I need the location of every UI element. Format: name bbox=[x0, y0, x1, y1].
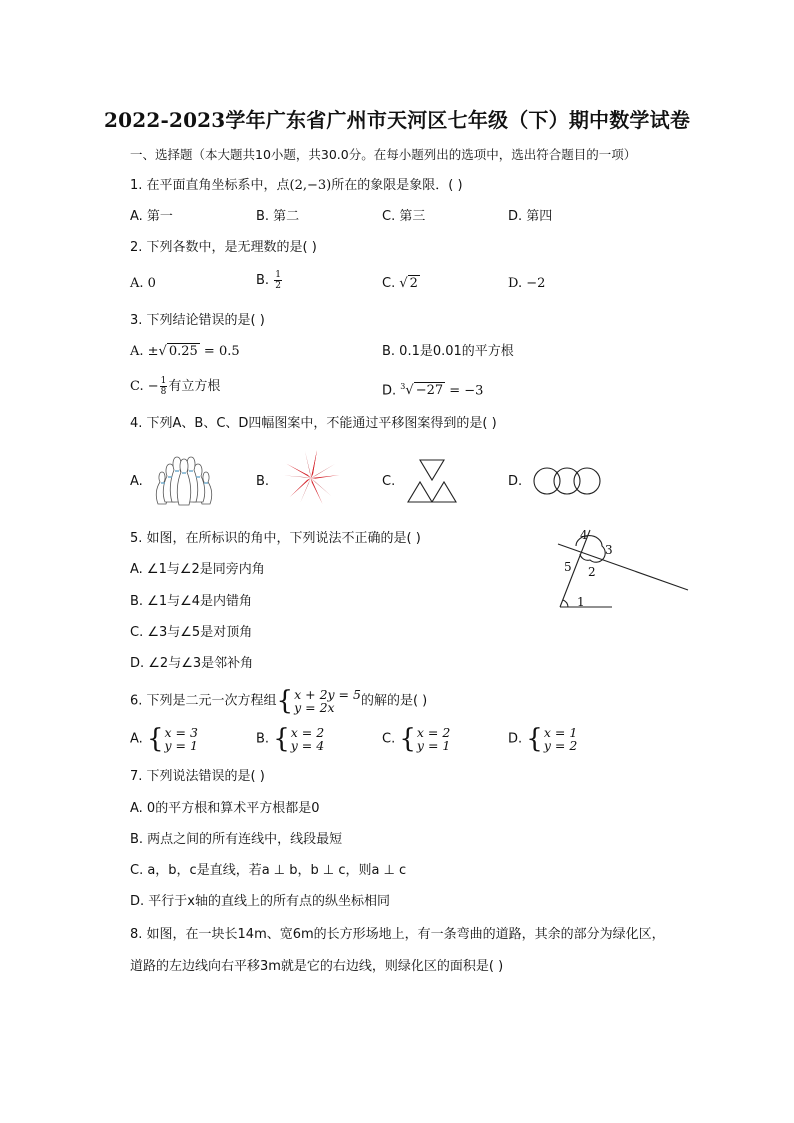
q2-option-b: B. $\frac{1}{2}$ bbox=[256, 270, 281, 291]
question-8-line-2: 道路的左边线向右平移3m就是它的右边线，则绿化区的面积是( ) bbox=[130, 959, 504, 974]
angle-label-3: 3 bbox=[605, 543, 613, 557]
question-7-stem: 7. 下列说法错误的是( ) bbox=[130, 769, 265, 784]
q2-option-c: C. √ 2 bbox=[382, 276, 418, 291]
q4-label-c: C. bbox=[382, 474, 396, 489]
question-6-stem: 6. 下列是二元一次方程组 { x + 2y = 5 y = 2x 的解的是( ) bbox=[130, 686, 428, 716]
q2-option-a: A. 0 bbox=[130, 276, 156, 291]
q4-label-a: A. bbox=[130, 474, 143, 489]
question-2-stem: 2. 下列各数中，是无理数的是( ) bbox=[130, 240, 317, 255]
q7-option-d: D. 平行于x轴的直线上的所有点的纵坐标相同 bbox=[130, 894, 390, 909]
q5-option-d: D. ∠2与∠3是邻补角 bbox=[130, 656, 254, 671]
triangles-figure bbox=[406, 458, 458, 504]
equation-system: { x + 2y = 5 y = 2x bbox=[276, 686, 361, 716]
q6-option-d: D. { x = 1 y = 2 bbox=[508, 724, 578, 754]
page-title: 2022-2023学年广东省广州市天河区七年级（下）期中数学试卷 bbox=[103, 108, 691, 132]
q5-option-c: C. ∠3与∠5是对顶角 bbox=[130, 625, 253, 640]
section-heading: 一、选择题（本大题共10小题，共30.0分。在每小题列出的选项中，选出符合题目的一项） bbox=[130, 147, 637, 162]
fraction: $\frac{1}{2}$ bbox=[275, 270, 281, 291]
q5-option-b: B. ∠1与∠4是内错角 bbox=[130, 594, 253, 609]
cube-root: √ −27 bbox=[405, 383, 444, 399]
angle-label-1: 1 bbox=[577, 595, 585, 609]
angle-label-5: 5 bbox=[564, 560, 572, 574]
q4-label-d: D. bbox=[508, 474, 523, 489]
question-8-line-1: 8. 如图，在一块长14m、宽6m的长方形场地上，有一条弯曲的道路，其余的部分为绿化区， bbox=[130, 927, 665, 942]
angle-label-2: 2 bbox=[588, 565, 596, 579]
q6-option-b: B. { x = 2 y = 4 bbox=[256, 724, 325, 754]
question-5-stem: 5. 如图，在所标识的角中，下列说法不正确的是( ) bbox=[130, 531, 421, 546]
q7-option-b: B. 两点之间的所有连线中，线段最短 bbox=[130, 832, 343, 847]
q6-option-a: A. { x = 3 y = 1 bbox=[130, 724, 198, 754]
q1-option-b: B. 第二 bbox=[256, 209, 300, 224]
q3-option-d: D. $^3$√ −27 = −3 bbox=[382, 382, 484, 399]
square-root: √ 2 bbox=[399, 276, 418, 291]
q5-option-a: A. ∠1与∠2是同旁内角 bbox=[130, 562, 265, 577]
q4-label-b: B. bbox=[256, 474, 270, 489]
question-3-stem: 3. 下列结论错误的是( ) bbox=[130, 313, 265, 328]
q3-option-b: B. 0.1是0.01的平方根 bbox=[382, 344, 514, 359]
angles-figure bbox=[548, 524, 694, 612]
fraction: $\frac{1}{8}$ bbox=[160, 376, 167, 397]
q2-option-d: D. −2 bbox=[508, 276, 546, 291]
q3-option-a: A. ±√ 0.25 = 0.5 bbox=[130, 344, 240, 359]
q7-option-a: A. 0的平方根和算术平方根都是0 bbox=[130, 801, 320, 816]
q1-option-c: C. 第三 bbox=[382, 209, 426, 224]
q3-option-c: C. − $\frac{1}{8}$ 有立方根 bbox=[130, 376, 221, 397]
q1-option-a: A. 第一 bbox=[130, 209, 173, 224]
three-circles-figure bbox=[532, 464, 602, 498]
question-1-stem: 1. 在平面直角坐标系中，点(2,−3)所在的象限是象限．( ) bbox=[130, 178, 463, 193]
square-root: √ 0.25 bbox=[158, 344, 198, 359]
q7-option-c: C. a，b，c是直线，若a ⊥ b，b ⊥ c，则a ⊥ c bbox=[130, 863, 407, 878]
red-star-figure bbox=[280, 448, 342, 508]
q6-option-c: C. { x = 2 y = 1 bbox=[382, 724, 451, 754]
question-4-stem: 4. 下列A、B、C、D四幅图案中，不能通过平移图案得到的是( ) bbox=[130, 416, 497, 431]
q1-option-d: D. 第四 bbox=[508, 209, 553, 224]
bowling-pins-figure bbox=[152, 452, 216, 506]
angle-label-4: 4 bbox=[580, 528, 588, 542]
